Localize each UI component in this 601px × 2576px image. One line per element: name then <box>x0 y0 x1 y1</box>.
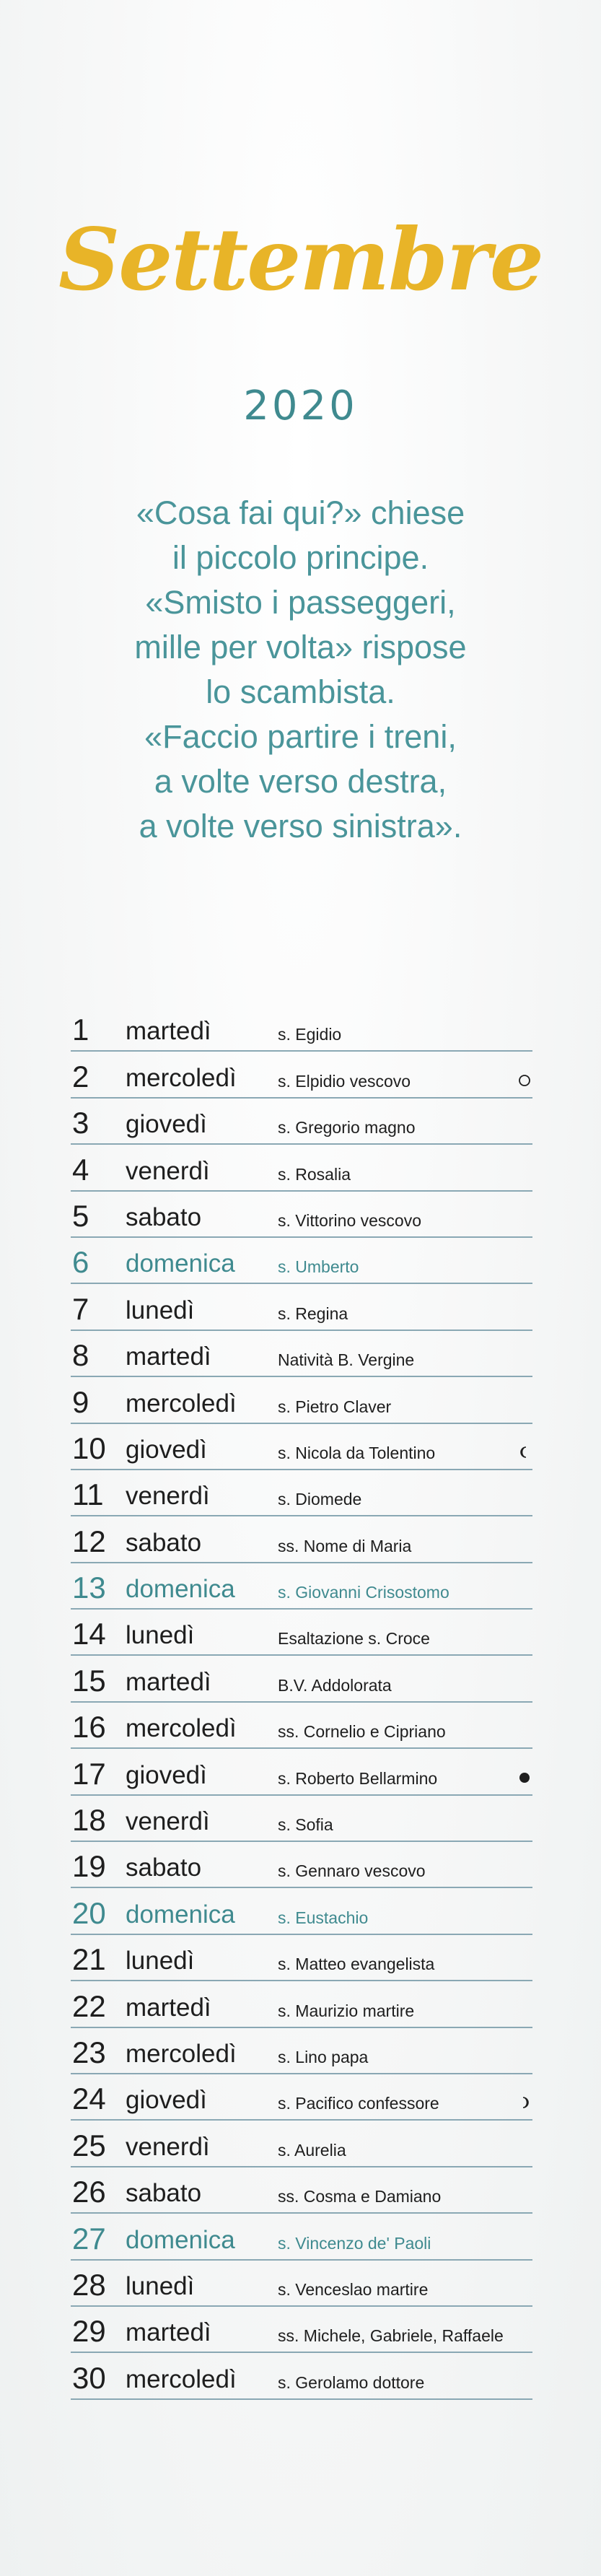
weekday-label: martedì <box>126 1667 211 1696</box>
saint-name: s. Regina <box>278 1304 348 1323</box>
weekday-label: domenica <box>126 2225 235 2254</box>
day-row <box>71 1099 532 1145</box>
day-number: 29 <box>72 2314 106 2349</box>
day-number: 22 <box>72 1988 106 2023</box>
weekday-label: sabato <box>126 1528 202 1557</box>
day-row <box>71 2167 532 2214</box>
day-number: 13 <box>72 1571 106 1605</box>
day-row <box>71 1749 532 1795</box>
year-label: 2020 <box>243 383 358 429</box>
weekday-label: domenica <box>126 1249 235 1278</box>
weekday-label: martedì <box>126 1993 211 2022</box>
saint-name: s. Gregorio magno <box>278 1118 416 1138</box>
day-row <box>71 2214 532 2260</box>
full-moon-icon <box>518 1074 531 1087</box>
saint-name: Esaltazione s. Croce <box>278 1629 430 1649</box>
day-number: 7 <box>72 1291 89 1326</box>
saint-name: s. Rosalia <box>278 1164 351 1184</box>
saint-name: s. Pacifico confessore <box>278 2094 439 2113</box>
saint-name: s. Nicola da Tolentino <box>278 1443 436 1462</box>
day-number: 17 <box>72 1756 106 1791</box>
saint-name: s. Diomede <box>278 1490 362 1509</box>
weekday-label: giovedì <box>126 1760 207 1789</box>
weekday-label: sabato <box>126 1854 202 1882</box>
quote-line: lo scambista. <box>206 673 395 710</box>
saint-name: s. Maurizio martire <box>278 2001 415 2020</box>
saint-name: ss. Nome di Maria <box>278 1536 412 1555</box>
day-number: 30 <box>72 2360 106 2395</box>
saint-name: s. Elpidio vescovo <box>278 1071 411 1091</box>
day-row <box>71 2028 532 2074</box>
quote-line: «Cosa fai qui?» chiese <box>136 494 465 531</box>
day-number: 21 <box>72 1942 106 1977</box>
day-number: 24 <box>72 2082 106 2116</box>
day-row <box>71 1284 532 1330</box>
day-row <box>71 2074 532 2121</box>
saint-name: s. Matteo evangelista <box>278 1955 435 1974</box>
saint-name: s. Lino papa <box>278 2047 369 2066</box>
last-quarter-moon-icon <box>518 1446 531 1459</box>
saint-name: s. Pietro Claver <box>278 1397 392 1416</box>
weekday-label: martedì <box>126 1342 211 1371</box>
day-row <box>71 1935 532 1981</box>
weekday-label: giovedì <box>126 1435 207 1464</box>
day-number: 8 <box>72 1338 89 1373</box>
day-row <box>71 1516 532 1563</box>
saint-name: s. Aurelia <box>278 2140 346 2160</box>
weekday-label: sabato <box>126 1202 202 1231</box>
day-row <box>71 1377 532 1423</box>
saint-name: s. Vincenzo de' Paoli <box>278 2233 431 2253</box>
weekday-label: mercoledì <box>126 1714 237 1743</box>
saint-name: ss. Michele, Gabriele, Raffaele <box>278 2326 504 2346</box>
day-row <box>71 1656 532 1702</box>
saint-name: s. Egidio <box>278 1025 342 1044</box>
day-row <box>71 1981 532 2027</box>
day-row <box>71 1238 532 1284</box>
saint-name: s. Venceslao martire <box>278 2279 429 2299</box>
day-row <box>71 2261 532 2307</box>
day-number: 20 <box>72 1895 106 1930</box>
saint-name: s. Gerolamo dottore <box>278 2372 425 2392</box>
day-list <box>71 1005 532 2400</box>
day-number: 16 <box>72 1710 106 1745</box>
quote-line: il piccolo principe. <box>172 539 429 576</box>
day-row <box>71 1192 532 1238</box>
day-row <box>71 1424 532 1470</box>
saint-name: ss. Cornelio e Cipriano <box>278 1722 446 1742</box>
quote-line: «Faccio partire i treni, <box>144 718 457 755</box>
day-number: 5 <box>72 1198 89 1233</box>
weekday-label: domenica <box>126 1900 235 1929</box>
day-row <box>71 1052 532 1098</box>
day-number: 23 <box>72 2035 106 2069</box>
day-number: 6 <box>72 1245 89 1280</box>
day-row <box>71 2307 532 2353</box>
day-row <box>71 1888 532 1934</box>
day-number: 28 <box>72 2267 106 2302</box>
weekday-label: martedì <box>126 2318 211 2347</box>
day-row <box>71 2353 532 2399</box>
quote-line: a volte verso destra, <box>154 763 447 800</box>
weekday-label: mercoledì <box>126 2039 237 2068</box>
weekday-label: giovedì <box>126 2086 207 2115</box>
day-number: 14 <box>72 1617 106 1651</box>
day-row <box>71 1005 532 1052</box>
weekday-label: venerdì <box>126 1156 210 1185</box>
first-quarter-moon-icon <box>518 2096 531 2109</box>
day-number: 10 <box>72 1431 106 1465</box>
day-number: 3 <box>72 1106 89 1140</box>
weekday-label: giovedì <box>126 1110 207 1139</box>
weekday-label: venerdì <box>126 1482 210 1511</box>
day-row <box>71 1796 532 1842</box>
quote-line: a volte verso sinistra». <box>139 808 462 844</box>
saint-name: s. Sofia <box>278 1815 333 1835</box>
quote-block <box>58 491 543 849</box>
day-row <box>71 1145 532 1191</box>
weekday-label: martedì <box>126 1017 211 1046</box>
new-moon-icon <box>518 1771 531 1784</box>
saint-name: s. Giovanni Crisostomo <box>278 1583 449 1602</box>
day-number: 25 <box>72 2128 106 2162</box>
day-row <box>71 1470 532 1516</box>
weekday-label: lunedì <box>126 2271 195 2300</box>
day-number: 1 <box>72 1013 89 1047</box>
saint-name: s. Umberto <box>278 1257 359 1277</box>
day-number: 12 <box>72 1524 106 1558</box>
day-number: 4 <box>72 1152 89 1187</box>
saint-name: s. Eustachio <box>278 1908 369 1927</box>
saint-name: ss. Cosma e Damiano <box>278 2187 442 2206</box>
day-row <box>71 1610 532 1656</box>
day-row <box>71 1563 532 1610</box>
quote-line: mille per volta» rispose <box>134 629 467 665</box>
saint-name: s. Gennaro vescovo <box>278 1861 426 1881</box>
weekday-label: lunedì <box>126 1621 195 1650</box>
weekday-label: venerdì <box>126 1807 210 1836</box>
saint-name: Natività B. Vergine <box>278 1350 415 1370</box>
month-title: Settembre <box>58 209 543 310</box>
weekday-label: domenica <box>126 1575 235 1604</box>
weekday-label: mercoledì <box>126 1389 237 1418</box>
day-number: 26 <box>72 2175 106 2209</box>
saint-name: s. Vittorino vescovo <box>278 1210 422 1230</box>
weekday-label: lunedì <box>126 1947 195 1975</box>
day-number: 9 <box>72 1384 89 1419</box>
weekday-label: mercoledì <box>126 1063 237 1092</box>
saint-name: s. Roberto Bellarmino <box>278 1768 438 1788</box>
day-number: 11 <box>72 1477 104 1512</box>
day-row <box>71 2121 532 2167</box>
quote-line: «Smisto i passeggeri, <box>145 584 456 621</box>
day-number: 18 <box>72 1803 106 1838</box>
weekday-label: venerdì <box>126 2132 210 2161</box>
day-row <box>71 1842 532 1888</box>
saint-name: B.V. Addolorata <box>278 1675 392 1695</box>
weekday-label: sabato <box>126 2179 202 2208</box>
weekday-label: lunedì <box>126 1296 195 1324</box>
day-number: 27 <box>72 2221 106 2256</box>
day-row <box>71 1703 532 1749</box>
day-number: 15 <box>72 1663 106 1698</box>
day-number: 19 <box>72 1849 106 1884</box>
weekday-label: mercoledì <box>126 2365 237 2393</box>
day-number: 2 <box>72 1059 89 1093</box>
day-row <box>71 1331 532 1377</box>
